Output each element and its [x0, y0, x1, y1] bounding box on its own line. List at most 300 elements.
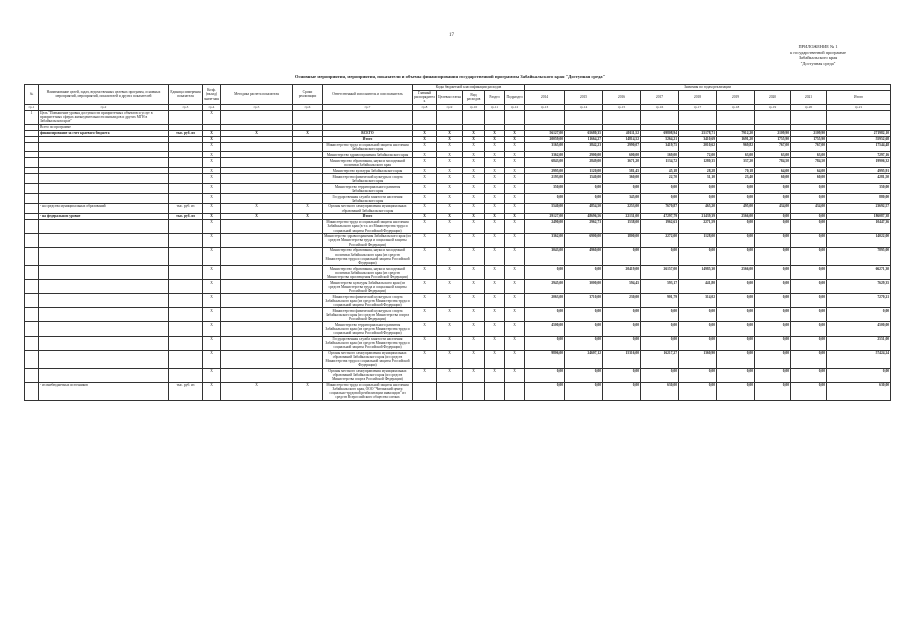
cell-no — [25, 234, 39, 248]
cell-year-value: 600,00 — [603, 152, 641, 158]
cell-year-value: 63,00 — [791, 152, 827, 158]
cell-code: X — [463, 294, 485, 308]
cell-code: X — [413, 168, 437, 174]
cell-code: X — [463, 142, 485, 152]
cell-code: X — [505, 142, 525, 152]
column-number: гр.6 — [293, 104, 323, 110]
column-number: гр.17 — [679, 104, 717, 110]
cell-year-value: 22131,00 — [603, 214, 641, 220]
appendix-line: к государственной программе — [790, 49, 846, 55]
cell-year-value: 0,00 — [679, 308, 717, 322]
cell-year-value: 3362,00 — [525, 234, 565, 248]
cell-year-value: 72,00 — [679, 152, 717, 158]
cell-year-value: 11664,27 — [565, 136, 603, 142]
header-responsible: Ответственный исполнитель и соисполнитель — [323, 85, 413, 105]
cell-year-value: 1800,00 — [603, 234, 641, 248]
cell-year-value: 2962,73 — [565, 219, 603, 233]
cell-code: X — [485, 168, 505, 174]
cell-year-value: 0,00 — [755, 368, 791, 382]
cell-code: X — [463, 184, 485, 194]
cell-year-value: 3410,69 — [679, 136, 717, 142]
cell-unit: тыс. руб. из — [169, 382, 203, 400]
cell-code: X — [505, 266, 525, 280]
cell-year-value: 0,00 — [717, 280, 755, 294]
cell-year-value: 45,18 — [641, 168, 679, 174]
cell-year-value — [603, 110, 641, 124]
cell-year-value: 0,00 — [641, 336, 679, 350]
cell-coef: X — [203, 308, 221, 322]
cell-unit — [169, 368, 203, 382]
table-row — [25, 308, 891, 322]
cell-code: X — [413, 308, 437, 322]
cell-total: 7629,35 — [827, 280, 891, 294]
cell-unit — [169, 308, 203, 322]
cell-unit — [169, 280, 203, 294]
cell-code: X — [437, 266, 463, 280]
cell-year-value: 0,00 — [717, 184, 755, 194]
cell-year-value: 0,00 — [565, 368, 603, 382]
cell-year-value: 0,00 — [791, 308, 827, 322]
cell-unit — [169, 184, 203, 194]
cell-no — [25, 142, 39, 152]
cell-code: X — [463, 204, 485, 214]
cell-code: X — [437, 368, 463, 382]
cell-year-value: 0,00 — [791, 382, 827, 400]
cell-unit — [169, 322, 203, 336]
cell-year-value: 3710,00 — [565, 294, 603, 308]
column-number: гр.1 — [25, 104, 39, 110]
cell-year-value: 0,00 — [565, 382, 603, 400]
cell-name — [39, 280, 169, 294]
cell-code: X — [413, 294, 437, 308]
cell-year-value: 0,00 — [791, 322, 827, 336]
cell-code: X — [463, 214, 485, 220]
column-number: гр.5 — [221, 104, 293, 110]
cell-year-value: 0,00 — [603, 248, 641, 266]
cell-year-value: 1540,00 — [565, 174, 603, 184]
cell-year-value: 0,00 — [679, 184, 717, 194]
cell-year-value: 2995,00 — [525, 168, 565, 174]
cell-year-value: 4960,00 — [565, 248, 603, 266]
cell-code: X — [413, 158, 437, 168]
cell-unit: тыс. руб. из — [169, 204, 203, 214]
cell-year-value: 0,00 — [791, 194, 827, 204]
cell-year-value: 21439,39 — [679, 214, 717, 220]
header-code-part: Раздел — [485, 90, 505, 104]
cell-year-value: 60,00 — [791, 174, 827, 184]
cell-method — [221, 322, 293, 336]
cell-term — [293, 142, 323, 152]
cell-code: X — [463, 308, 485, 322]
cell-total: 17544,48 — [827, 142, 891, 152]
cell-no — [25, 368, 39, 382]
cell-name — [39, 308, 169, 322]
cell-code: X — [485, 204, 505, 214]
cell-year-value: 60,00 — [755, 174, 791, 184]
cell-code: X — [437, 142, 463, 152]
cell-total: 55952,68 — [827, 136, 891, 142]
cell-year-value: 0,00 — [679, 368, 717, 382]
cell-year-value: 0,00 — [525, 266, 565, 280]
cell-year-value: 0,00 — [755, 219, 791, 233]
cell-year-value: 465,20 — [679, 204, 717, 214]
cell-no — [25, 204, 39, 214]
cell-year-value: 0,00 — [565, 322, 603, 336]
cell-unit: тыс. руб. из — [169, 130, 203, 136]
cell-code: X — [485, 184, 505, 194]
cell-year-value: 337,20 — [717, 158, 755, 168]
cell-code: X — [413, 184, 437, 194]
cell-term — [293, 174, 323, 184]
cell-year-value: 3362,00 — [525, 152, 565, 158]
cell-year-value: 2990,07 — [603, 142, 641, 152]
cell-code: X — [485, 142, 505, 152]
cell-code — [413, 110, 437, 124]
cell-year-value: 3419,75 — [641, 142, 679, 152]
cell-year-value: 0,00 — [525, 308, 565, 322]
cell-code: X — [413, 130, 437, 136]
cell-code: X — [463, 280, 485, 294]
cell-year-value: 0,00 — [791, 248, 827, 266]
cell-code: X — [485, 136, 505, 142]
column-number: гр.18 — [717, 104, 755, 110]
cell-coef: X — [203, 219, 221, 233]
cell-year-value: 0,00 — [755, 248, 791, 266]
cell-code: X — [437, 168, 463, 174]
cell-unit: тыс. руб. из — [169, 214, 203, 220]
cell-year-value: 2849,00 — [565, 158, 603, 168]
cell-year-value: 0,00 — [603, 382, 641, 400]
cell-method — [221, 336, 293, 350]
column-number: гр.7 — [323, 104, 413, 110]
column-number: гр.4 — [203, 104, 221, 110]
cell-year-value: 14814,52 — [603, 136, 641, 142]
cell-no — [25, 308, 39, 322]
cell-responsible: Министерство территориального развития Забайкальского края (из средств Министерства труда и социальной защиты Российской Федерации) — [323, 322, 413, 336]
cell-code: X — [485, 152, 505, 158]
cell-year-value — [679, 110, 717, 124]
table-row — [25, 204, 891, 214]
table-row — [25, 336, 891, 350]
cell-name — [39, 234, 169, 248]
cell-code: X — [437, 214, 463, 220]
cell-year-value: 3671,20 — [603, 158, 641, 168]
cell-code: X — [463, 194, 485, 204]
cell-year-value: 0,00 — [565, 336, 603, 350]
cell-code: X — [485, 194, 505, 204]
column-number: гр.14 — [565, 104, 603, 110]
table-row — [25, 382, 891, 400]
cell-year-value: 2272,00 — [641, 234, 679, 248]
cell-total: 14022,00 — [827, 234, 891, 248]
cell-code: X — [463, 130, 485, 136]
appendix-line: Забайкальского края — [798, 55, 838, 61]
cell-year-value: 0,00 — [641, 194, 679, 204]
cell-year-value: 581,45 — [603, 168, 641, 174]
cell-year-value: 3043,00 — [525, 248, 565, 266]
cell-code: X — [413, 248, 437, 266]
cell-year-value: 0,00 — [641, 184, 679, 194]
cell-code — [505, 110, 525, 124]
cell-code — [437, 382, 463, 400]
cell-year-value: 7670,87 — [641, 204, 679, 214]
cell-no — [25, 194, 39, 204]
cell-code: X — [437, 350, 463, 368]
cell-code: X — [463, 174, 485, 184]
cell-year-value: 9806,00 — [525, 350, 565, 368]
cell-year-value: 1280,35 — [679, 158, 717, 168]
cell-responsible: Министерство труда и социальной защиты населения Забайкальского края, ООО "Читинский центр социально-трудовой реабилитации инвалидов" из средств Всероссийского общества слепых — [323, 382, 413, 400]
cell-year-value: 0,00 — [603, 322, 641, 336]
cell-code: X — [463, 266, 485, 280]
cell-year-value: 4500,00 — [525, 322, 565, 336]
cell-responsible: Министерство образования, науки и молодежной политики Забайкальского края — [323, 158, 413, 168]
header-code-part: Главный распорядитель — [414, 91, 435, 104]
cell-no — [25, 322, 39, 336]
table-row — [25, 248, 891, 266]
cell-code: X — [485, 322, 505, 336]
cell-unit — [169, 248, 203, 266]
cell-year-value: 20059,00 — [525, 136, 565, 142]
cell-code: X — [485, 350, 505, 368]
cell-method — [221, 194, 293, 204]
cell-year-value: 0,00 — [679, 382, 717, 400]
cell-year-value: 0,00 — [755, 280, 791, 294]
cell-unit — [169, 234, 203, 248]
cell-year-value: 0,00 — [791, 184, 827, 194]
cell-responsible: Министерство здравоохранения Забайкальского края — [323, 152, 413, 158]
cell-year-value: 0,00 — [565, 194, 603, 204]
cell-total: 4995,91 — [827, 168, 891, 174]
cell-responsible: Министерство физической культуры и спорта Забайкальского края (из средств Министерства труда и социальной защиты Российской Федерации) — [323, 294, 413, 308]
cell-term — [293, 266, 323, 280]
header-year: 2016 — [603, 90, 641, 104]
cell-code — [437, 110, 463, 124]
cell-responsible: Министерство образования, науки и молодежной политики Забайкальского края (из средств Министерства просвещения Российской Федерации) — [323, 266, 413, 280]
cell-term — [293, 308, 323, 322]
cell-year-value: 48696,56 — [565, 214, 603, 220]
cell-year-value: 25178,71 — [679, 130, 717, 136]
cell-code: X — [485, 308, 505, 322]
cell-year-value: 0,00 — [525, 368, 565, 382]
cell-total: 0,00 — [827, 308, 891, 322]
cell-year-value: 0,00 — [791, 234, 827, 248]
cell-total: 0,00 — [827, 368, 891, 382]
table-row — [25, 266, 891, 280]
cell-no — [25, 382, 39, 400]
header-code-part: Вид расходов — [463, 90, 485, 104]
cell-code: X — [505, 214, 525, 220]
cell-coef: X — [203, 350, 221, 368]
cell-year-value: 14985,30 — [679, 266, 717, 280]
cell-code: X — [505, 194, 525, 204]
cell-year-value: 2253,00 — [603, 204, 641, 214]
cell-code: X — [485, 248, 505, 266]
cell-code — [463, 382, 485, 400]
cell-code: X — [505, 136, 525, 142]
cell-code: X — [437, 130, 463, 136]
cell-year-value: 7912,20 — [717, 130, 755, 136]
cell-year-value: 784,50 — [755, 158, 791, 168]
header-year: 2019 — [717, 90, 755, 104]
cell-method — [221, 219, 293, 233]
cell-responsible: Министерство физической культуры и спорта Забайкальского края (из средств Министерства спорта Российской Федерации) — [323, 308, 413, 322]
cell-total: 23692,57 — [827, 204, 891, 214]
cell-code: X — [413, 214, 437, 220]
cell-no — [25, 350, 39, 368]
cell-total: 7270,21 — [827, 294, 891, 308]
cell-year-value: 1691,20 — [717, 136, 755, 142]
table-row — [25, 234, 891, 248]
cell-year-value: 24607,12 — [565, 350, 603, 368]
cell-year-value: 2109,90 — [755, 130, 791, 136]
cell-code: X — [505, 152, 525, 158]
cell-name: - на федеральном уровне — [39, 214, 169, 220]
cell-method — [221, 234, 293, 248]
cell-year-value: 0,00 — [679, 336, 717, 350]
cell-responsible: Министерство территориального развития Забайкальского края — [323, 184, 413, 194]
table-row — [25, 294, 891, 308]
cell-unit — [169, 174, 203, 184]
cell-year-value — [565, 110, 603, 124]
cell-coef: X — [203, 194, 221, 204]
cell-coef: X — [203, 280, 221, 294]
column-number: гр.8 — [413, 104, 437, 110]
cell-year-value: 2010,62 — [679, 142, 717, 152]
cell-coef: X — [203, 184, 221, 194]
cell-name: Цель "Повышение уровня доступности приоритетных объектов и услуг в приоритетных сферах жизнедеятельности инвалидов и других МГН в Забайкальском крае" — [39, 110, 169, 124]
cell-code — [413, 382, 437, 400]
column-number: гр.20 — [791, 104, 827, 110]
cell-year-value: 0,00 — [755, 382, 791, 400]
header-unit: Единица измерения показателя — [169, 85, 203, 105]
cell-year-value: 0,00 — [565, 308, 603, 322]
cell-year-value: 0,00 — [791, 214, 827, 220]
cell-code: X — [437, 248, 463, 266]
header-year: 2015 — [565, 90, 603, 104]
cell-year-value: 1755,90 — [791, 136, 827, 142]
cell-total: 880,00 — [827, 194, 891, 204]
cell-term — [293, 368, 323, 382]
cell-name — [39, 322, 169, 336]
cell-code: X — [505, 280, 525, 294]
table-row — [25, 322, 891, 336]
cell-year-value: 1962,63 — [641, 219, 679, 233]
cell-name — [39, 174, 169, 184]
cell-total: 19906,32 — [827, 158, 891, 168]
cell-name — [39, 368, 169, 382]
cell-term — [293, 294, 323, 308]
cell-code: X — [463, 322, 485, 336]
cell-year-value: 15316,00 — [603, 350, 641, 368]
cell-year-value: 0,00 — [679, 194, 717, 204]
header-budget-codes: Коды бюджетной классификации расходов — [413, 85, 525, 91]
cell-coef: X — [203, 382, 221, 400]
cell-responsible: Итого — [323, 214, 413, 220]
cell-code: X — [505, 308, 525, 322]
table-row — [25, 110, 891, 124]
table-row — [25, 174, 891, 184]
cell-year-value: 593,17 — [641, 280, 679, 294]
column-number: гр.11 — [485, 104, 505, 110]
cell-year-value: 0,00 — [755, 266, 791, 280]
column-number: гр.21 — [827, 104, 891, 110]
cell-unit — [169, 266, 203, 280]
cell-year-value: 5264,21 — [641, 136, 679, 142]
cell-year-value: 0,00 — [791, 368, 827, 382]
cell-total: 2551,00 — [827, 336, 891, 350]
cell-code: X — [413, 194, 437, 204]
cell-year-value: 0,00 — [565, 184, 603, 194]
cell-code: X — [413, 234, 437, 248]
header-code-part: Подраздел — [505, 90, 525, 104]
cell-code: X — [505, 336, 525, 350]
cell-year-value: 441,80 — [679, 280, 717, 294]
cell-code: X — [505, 234, 525, 248]
program-table — [24, 84, 891, 401]
header-no: № — [25, 85, 39, 105]
column-number: гр.15 — [603, 104, 641, 110]
cell-year-value: 5540,00 — [525, 204, 565, 214]
appendix-line: "Доступная среда" — [800, 60, 836, 66]
cell-coef: X — [203, 136, 221, 142]
cell-unit — [169, 336, 203, 350]
cell-coef: X — [203, 234, 221, 248]
cell-total: 630,00 — [827, 382, 891, 400]
cell-code: X — [505, 168, 525, 174]
cell-name: - из внебюджетных источников — [39, 382, 169, 400]
cell-name — [39, 266, 169, 280]
cell-method — [221, 248, 293, 266]
cell-year-value: 901,79 — [641, 294, 679, 308]
header-year: 2021 — [791, 90, 827, 104]
cell-year-value: 0,00 — [717, 336, 755, 350]
cell-total: 4281,50 — [827, 174, 891, 184]
cell-year-value: 767,00 — [791, 142, 827, 152]
cell-code: X — [505, 204, 525, 214]
cell-year-value: 0,00 — [717, 219, 755, 233]
cell-name — [39, 248, 169, 266]
cell-code: X — [437, 174, 463, 184]
column-number: гр.3 — [169, 104, 203, 110]
cell-year-value — [525, 110, 565, 124]
cell-code: X — [437, 184, 463, 194]
cell-year-value: 2566,00 — [717, 266, 755, 280]
table-row — [25, 350, 891, 368]
cell-year-value: 1360,90 — [679, 350, 717, 368]
cell-year-value: 784,50 — [791, 158, 827, 168]
cell-year-value: 0,00 — [791, 294, 827, 308]
cell-name — [39, 336, 169, 350]
cell-code: X — [485, 214, 505, 220]
cell-method — [221, 308, 293, 322]
cell-year-value: 1120,00 — [565, 168, 603, 174]
cell-method — [221, 184, 293, 194]
cell-coef: X — [203, 152, 221, 158]
cell-total: 10447,36 — [827, 219, 891, 233]
cell-unit — [169, 294, 203, 308]
cell-method — [221, 280, 293, 294]
cell-code: X — [437, 136, 463, 142]
cell-code: X — [505, 174, 525, 184]
cell-responsible: Государственная служба занятости населения Забайкальского края — [323, 194, 413, 204]
cell-year-value — [717, 110, 755, 124]
cell-coef: X — [203, 142, 221, 152]
cell-code — [485, 382, 505, 400]
cell-code — [505, 382, 525, 400]
cell-year-value: 2490,00 — [525, 219, 565, 233]
cell-year-value: 0,00 — [603, 308, 641, 322]
